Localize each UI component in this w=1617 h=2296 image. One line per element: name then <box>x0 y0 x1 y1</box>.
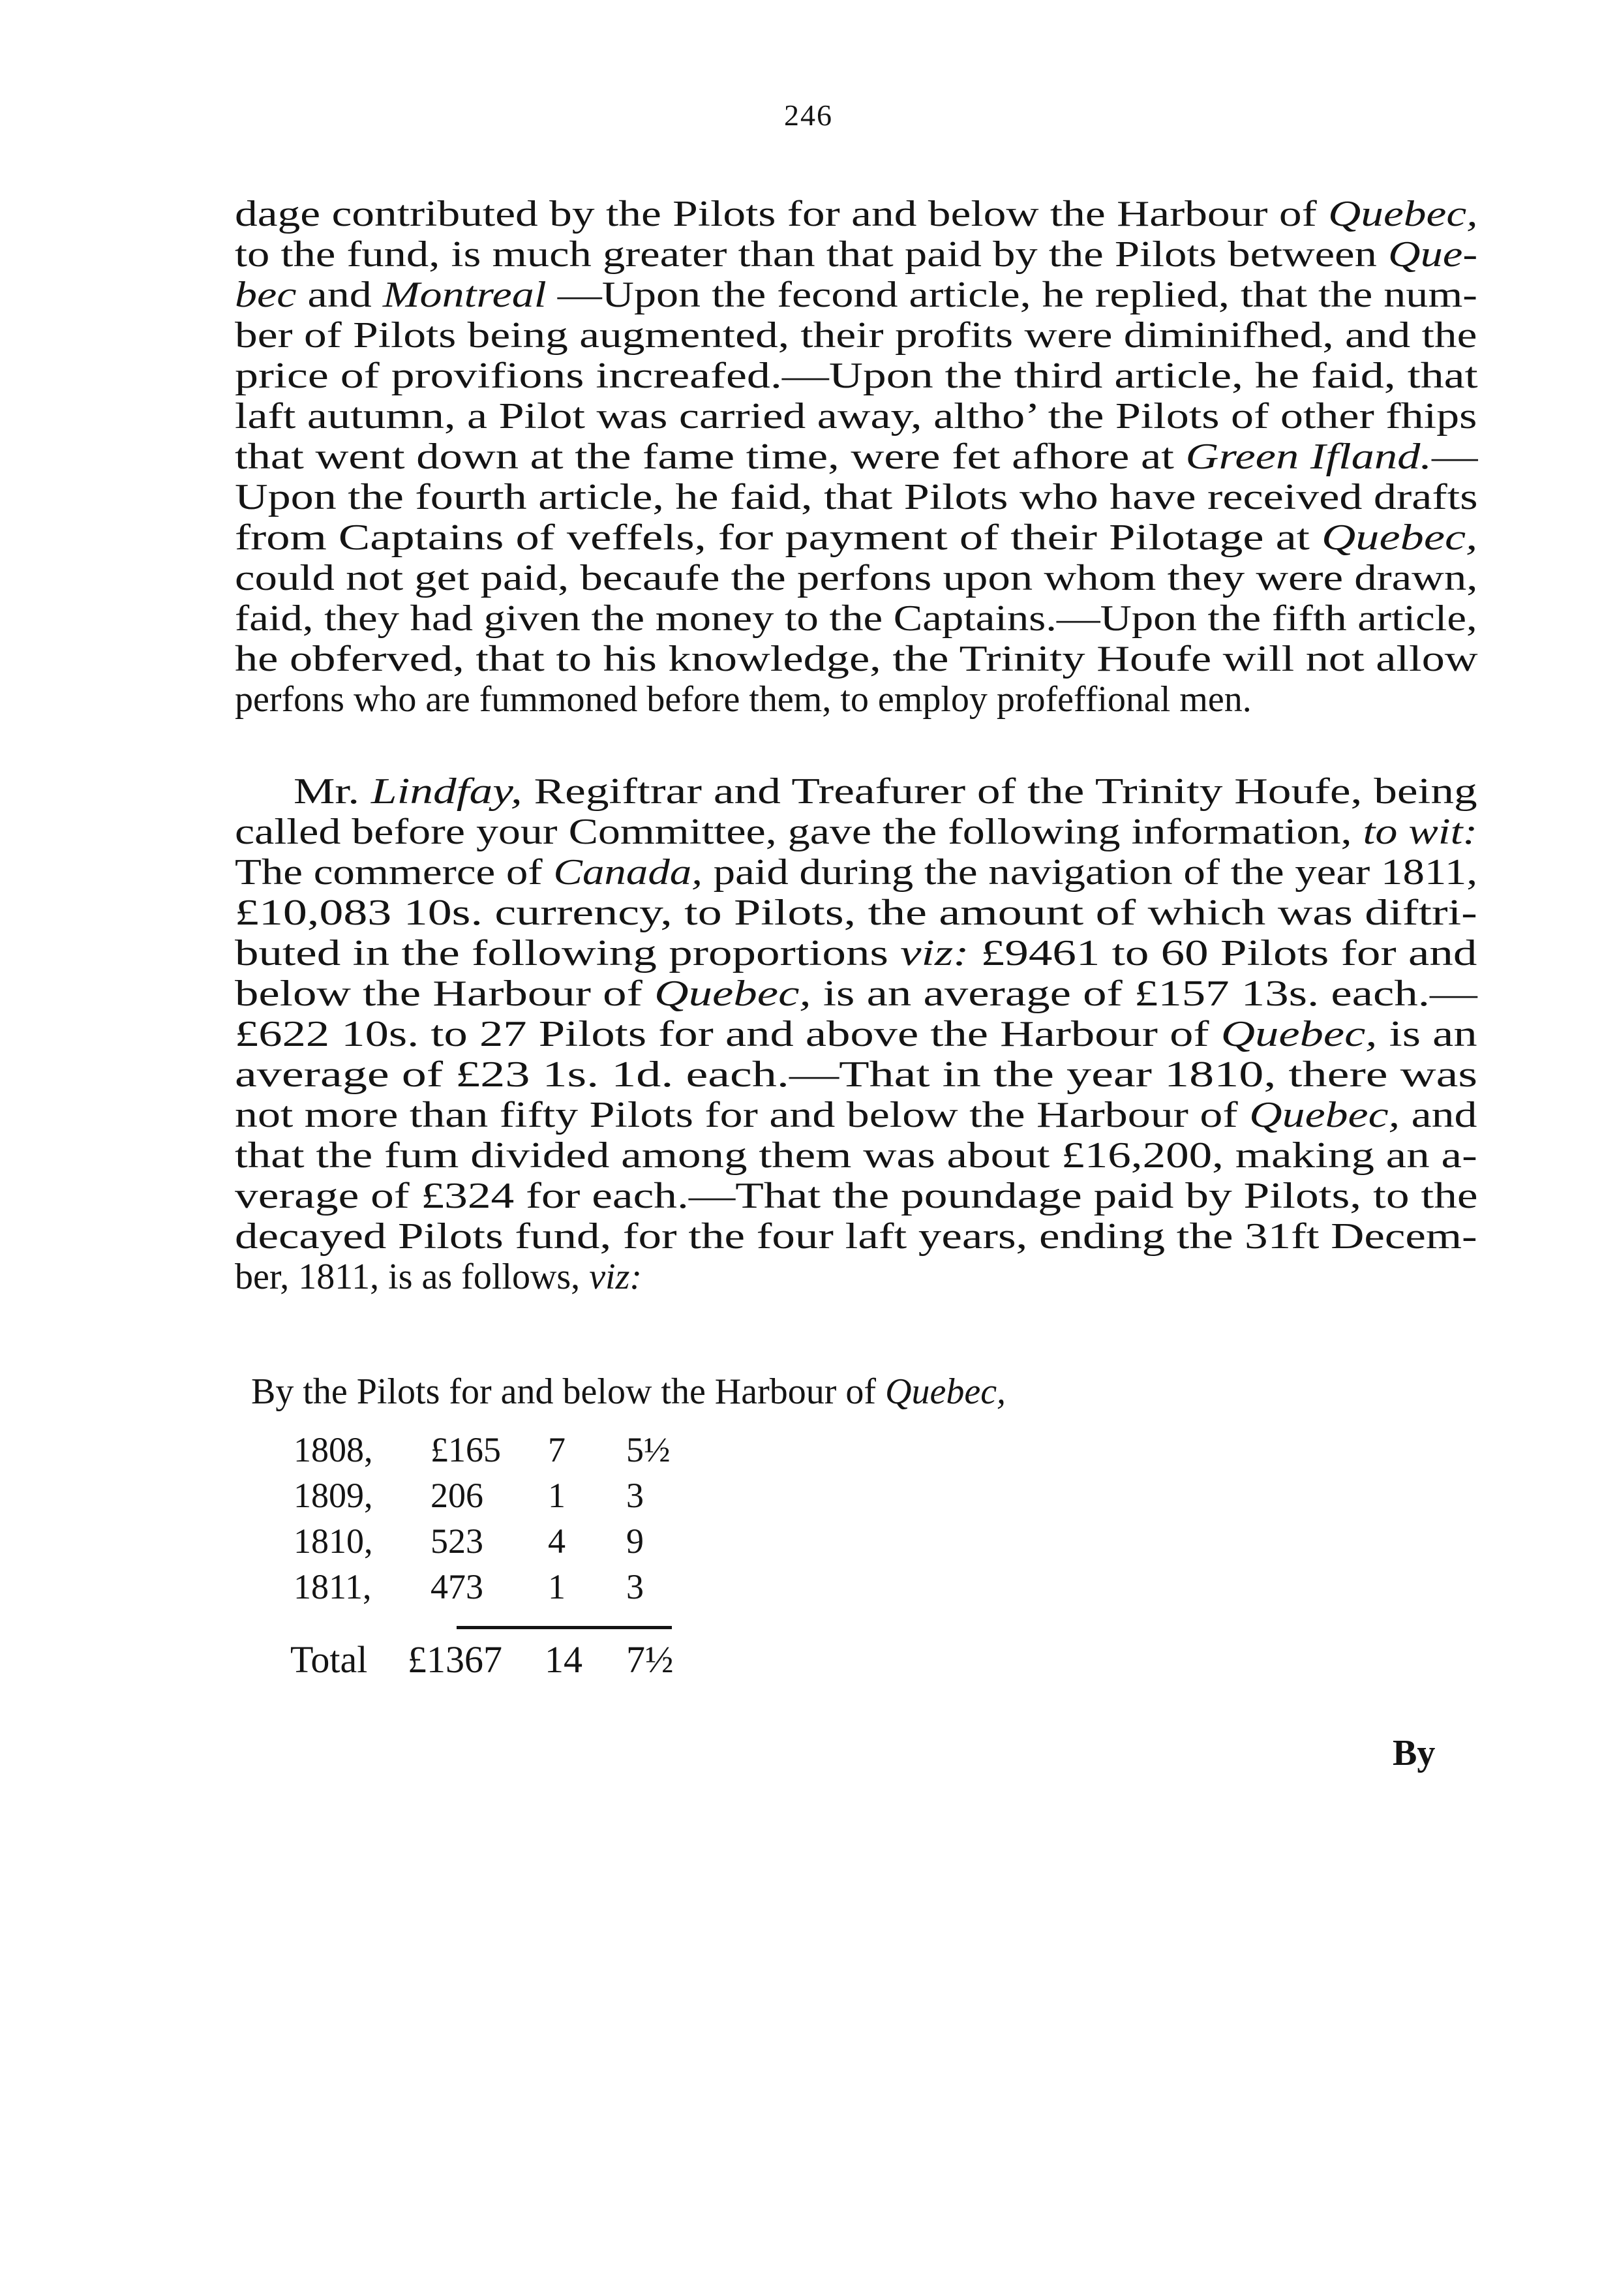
pilots-testimony-line: to the fund, is much greater than that paid by the Pilots between Que- <box>235 234 1478 275</box>
pence-cell: 3 <box>626 1476 644 1515</box>
pilots-testimony-line: dage contributed by the Pilots for and below the Harbour of Quebec, <box>235 194 1478 234</box>
pilots-testimony-line: ber of Pilots being augmented, their profits were diminifhed, and the <box>235 315 1477 356</box>
pilots-testimony-line: Upon the fourth article, he faid, that Pilots who have received drafts <box>235 477 1478 517</box>
total-pounds: £1367 <box>408 1638 502 1681</box>
pilots-testimony-line: faid, they had given the money to the Captains.—Upon the fifth article, <box>235 598 1477 639</box>
shillings-cell: 1 <box>548 1476 566 1515</box>
pilots-testimony-line: laft autumn, a Pilot was carried away, altho’ the Pilots of other fhips <box>235 396 1477 436</box>
pounds-cell: 523 <box>431 1522 483 1561</box>
total-shillings: 14 <box>545 1638 582 1681</box>
lindsay-testimony-line: decayed Pilots fund, for the four laft years, ending the 31ft Decem- <box>235 1216 1477 1257</box>
page-number: 246 <box>784 99 833 132</box>
pounds-cell: 473 <box>431 1567 483 1606</box>
lindsay-testimony-line: not more than fifty Pilots for and below the Harbour of Quebec, and <box>235 1095 1477 1135</box>
catchword: By <box>1393 1733 1436 1773</box>
pilots-testimony-line: perfons who are fummoned before them, to employ profeffional men. <box>235 679 1252 720</box>
pounds-cell: £165 <box>431 1430 501 1469</box>
pence-cell: 9 <box>626 1522 644 1561</box>
lindsay-testimony-line: £10,083 10s. currency, to Pilots, the amount of which was diftri- <box>235 893 1477 933</box>
pilots-testimony-line: that went down at the fame time, were fet afhore at Green Ifland.— <box>235 436 1478 477</box>
table-heading: By the Pilots for and below the Harbour of Quebec, <box>251 1371 1006 1412</box>
lindsay-testimony-line: average of £23 1s. 1d. each.—That in the year 1810, there was <box>235 1054 1478 1095</box>
pence-cell: 3 <box>626 1567 644 1606</box>
lindsay-testimony-line: The commerce of Canada, paid during the navigation of the year 1811, <box>235 852 1478 893</box>
year-cell: 1811, <box>294 1567 372 1606</box>
year-cell: 1808, <box>294 1430 373 1469</box>
lindsay-testimony-line: buted in the following proportions viz: £9461 to 60 Pilots for and <box>235 933 1477 973</box>
pilots-testimony-line: could not get paid, becaufe the perfons upon whom they were drawn, <box>235 558 1478 598</box>
pounds-cell: 206 <box>431 1476 483 1515</box>
year-cell: 1809, <box>294 1476 373 1515</box>
total-pence: 7½ <box>626 1638 674 1681</box>
shillings-cell: 1 <box>548 1567 566 1606</box>
lindsay-testimony-line: Mr. Lindfay, Regiftrar and Treafurer of the Trinity Houfe, being <box>294 771 1477 812</box>
pilots-testimony-line: from Captains of veffels, for payment of their Pilotage at Quebec, <box>235 517 1478 558</box>
lindsay-testimony-line: £622 10s. to 27 Pilots for and above the Harbour of Quebec, is an <box>235 1014 1477 1054</box>
lindsay-testimony-line: verage of £324 for each.—That the poundage paid by Pilots, to the <box>235 1176 1478 1216</box>
shillings-cell: 4 <box>548 1522 566 1561</box>
lindsay-testimony-line: that the fum divided among them was about £16,200, making an a- <box>235 1135 1477 1176</box>
pilots-testimony-line: he obferved, that to his knowledge, the Trinity Houfe will not allow <box>235 639 1478 679</box>
total-rule <box>457 1626 672 1629</box>
shillings-cell: 7 <box>548 1430 566 1469</box>
lindsay-testimony-line: ber, 1811, is as follows, viz: <box>235 1257 642 1297</box>
lindsay-testimony-line: below the Harbour of Quebec, is an average of £157 13s. each.— <box>235 973 1477 1014</box>
lindsay-testimony-line: called before your Committee, gave the following information, to wit: <box>235 812 1478 852</box>
total-label: Total <box>290 1638 368 1681</box>
pilots-testimony-line: price of provifions increafed.—Upon the third article, he faid, that <box>235 356 1478 396</box>
pilots-testimony-line: bec and Montreal —Upon the fecond article, he replied, that the num- <box>235 275 1477 315</box>
year-cell: 1810, <box>294 1522 373 1561</box>
pence-cell: 5½ <box>626 1430 671 1469</box>
